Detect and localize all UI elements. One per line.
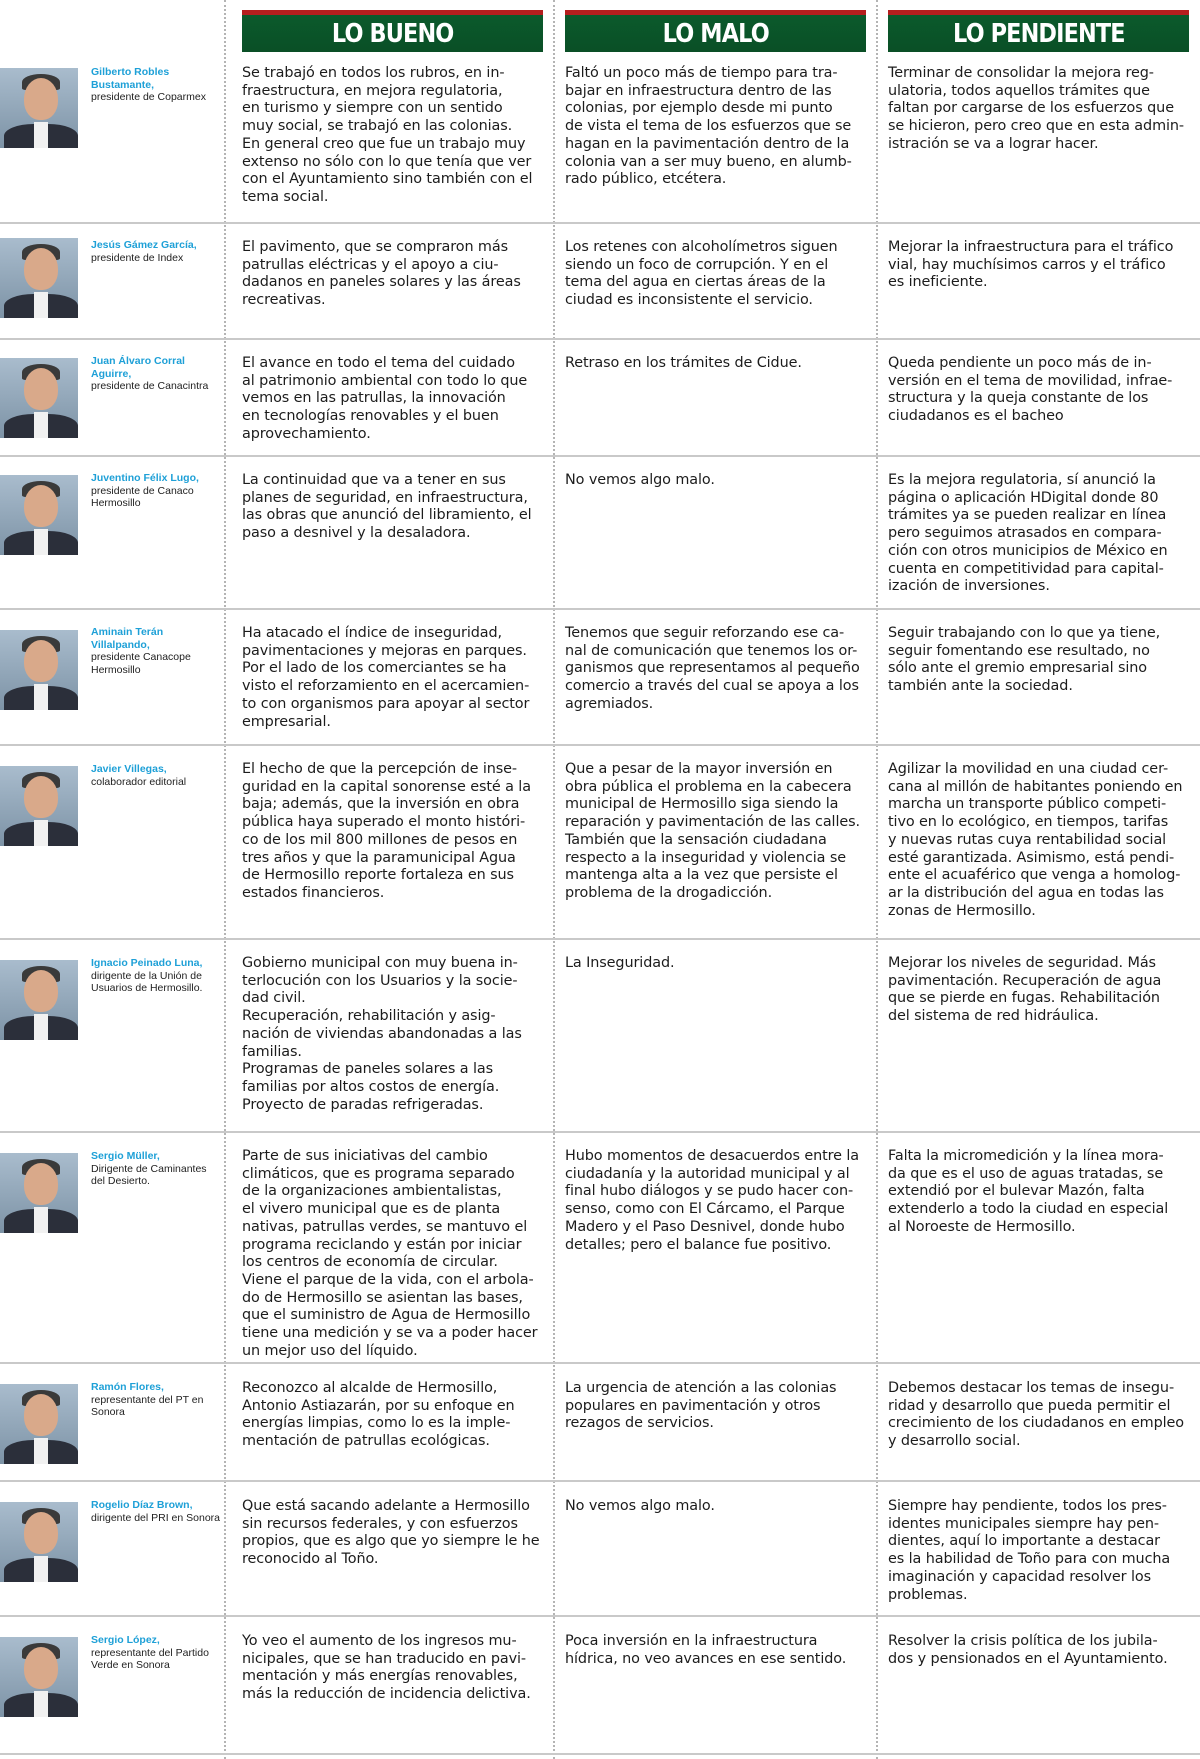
table-row bbox=[0, 1482, 1200, 1617]
pending-text: Queda pendiente un poco más de in- versión en el tema de movilidad, infrae- structura y la queja constante de los ciudadanos es el bacheo bbox=[888, 355, 1173, 425]
bad-text: La urgencia de atención a las colonias populares en pavimentación y otros rezagos de servicios. bbox=[565, 1380, 837, 1432]
bad-text: No vemos algo malo. bbox=[565, 1498, 715, 1514]
person-photo bbox=[0, 630, 78, 710]
person-info bbox=[91, 472, 221, 510]
person-role: colaborador editorial bbox=[91, 775, 187, 788]
bad-text: No vemos algo malo. bbox=[565, 472, 715, 488]
bad-text: Tenemos que seguir reforzando ese ca- nal de comunicación que tenemos los or- ganismos que representamos al pequeño comercio a través del cual se apoya a los agremiados. bbox=[565, 625, 860, 712]
good-text: El pavimento, que se compraron más patrullas eléctricas y el apoyo a ciu- dadanos en paneles solares y las áreas recreativas. bbox=[242, 239, 521, 309]
bad-text: Faltó un poco más de tiempo para tra- bajar en infraestructura dentro de las colonias, por ejemplo desde mi punto de vista el tema de los esfuerzos que se hagan en la pavimentación dentro de la colonia van a ser muy bueno, en alumb- rado público, etcétera. bbox=[565, 65, 852, 188]
person-role: presidente de Canacintra bbox=[91, 380, 209, 392]
header-pending: LO PENDIENTE bbox=[888, 10, 1189, 52]
good-text: La continuidad que va a tener en sus planes de seguridad, en infraestructura, las obras que anunció del libramiento, el paso a desnivel y la desaladora. bbox=[242, 472, 532, 542]
person-photo bbox=[0, 475, 78, 555]
person-photo bbox=[0, 1384, 78, 1464]
table-row bbox=[0, 224, 1200, 340]
pending-text: Agilizar la movilidad en una ciudad cer- cana al millón de habitantes poniendo en marcha un transporte público competi- tivo en lo ecológico, en tiempos, tarifas y nuevas rutas cuya rentabilidad social esté garantizada. Asimismo, está pendi- ente el acuaférico que venga a homolog- ar la distribución del agua en todas las zonas de Hermosillo. bbox=[888, 761, 1183, 919]
person-name: Javier Villegas, bbox=[91, 763, 167, 775]
bad-text: Que a pesar de la mayor inversión en obra pública el problema en la cabecera municipal de Hermosillo siga siendo la reparación y pavimentación de las calles. También que la sensación ciudadana respecto a la inseguridad y violencia se mantenga alta a la vez que persiste el problema de la drogadicción. bbox=[565, 761, 860, 901]
person-name: Jesús Gámez García, bbox=[91, 239, 197, 251]
person-info bbox=[91, 355, 221, 393]
pending-text: Es la mejora regulatoria, sí anunció la página o aplicación HDigital donde 80 trámites ya se pueden realizar en línea pero seguimos atrasados en compara- ción con otros municipios de México en cuenta en competitividad para capital- ización de inversiones. bbox=[888, 472, 1168, 595]
person-role: dirigente de la Unión de Usuarios de Hermosillo. bbox=[91, 969, 203, 994]
person-name: Sergio López, bbox=[91, 1634, 160, 1646]
good-text: Gobierno municipal con muy buena in- terlocución con los Usuarios y la socie- dad civil. Recuperación, rehabilitación y asig- nación de viviendas abandonadas a las familias. Programas de paneles solares a las familias por altos costos de energía. Proyecto de paradas refrigeradas. bbox=[242, 955, 522, 1113]
bad-text: Poca inversión en la infraestructura hídrica, no veo avances en ese sentido. bbox=[565, 1633, 847, 1667]
pending-text: Mejorar los niveles de seguridad. Más pavimentación. Recuperación de agua que se pierde en fugas. Rehabilitación del sistema de red hidráulica. bbox=[888, 955, 1162, 1025]
person-photo bbox=[0, 960, 78, 1040]
person-info bbox=[91, 1634, 221, 1672]
bad-text: Los retenes con alcoholímetros siguen siendo un foco de corrupción. Y en el tema del agua en ciertas áreas de la ciudad es inconsistente el servicio. bbox=[565, 239, 838, 309]
good-text: El hecho de que la percepción de inse- guridad en la capital sonorense esté a la baja; además, que la inversión en obra pública haya superado el monto históri- co de los mil 800 millones de pesos en tres años y que la paramunicipal Agua de Hermosillo reporte fortaleza en sus estados financieros. bbox=[242, 761, 531, 901]
person-role: representante del Partido Verde en Sonora bbox=[91, 1646, 209, 1671]
person-role: dirigente del PRI en Sonora bbox=[91, 1511, 220, 1524]
person-role: presidente de Coparmex bbox=[91, 91, 206, 103]
good-text: Ha atacado el índice de inseguridad, pavimentaciones y mejoras en parques. Por el lado de los comerciantes se ha visto el reforzamiento en el acercamien- to con organismos para apoyar al sector empresarial. bbox=[242, 625, 530, 730]
good-text: Reconozco al alcalde de Hermosillo, Antonio Astiazarán, por su enfoque en energías limpias, como lo es la imple- mentación de patrullas ecológicas. bbox=[242, 1380, 515, 1450]
person-info bbox=[91, 626, 221, 676]
person-role: presidente de Canaco Hermosillo bbox=[91, 484, 194, 509]
person-name: Aminain Terán Villalpando, bbox=[91, 626, 164, 651]
pending-text: Falta la micromedición y la línea mora- da que es el uso de aguas tratadas, se extendió por el bulevar Mazón, falta extenderlo a todo la ciudad en especial al Noroeste de Hermosillo. bbox=[888, 1148, 1169, 1235]
person-name: Juan Álvaro Corral Aguirre, bbox=[91, 355, 185, 380]
bad-text: Hubo momentos de desacuerdos entre la ciudadanía y la autoridad municipal y al final hubo diálogos y se pudo hacer con- senso, como con El Cárcamo, el Parque Madero y el Paso Desnivel, donde hubo detalles; pero el balance fue positivo. bbox=[565, 1148, 859, 1253]
pending-text: Debemos destacar los temas de insegu- ridad y desarrollo que pueda permitir el crecimiento de los ciudadanos en empleo y desarrollo social. bbox=[888, 1380, 1184, 1450]
person-role: presidente de Index bbox=[91, 251, 184, 264]
table-row bbox=[0, 457, 1200, 610]
header-bad: LO MALO bbox=[565, 10, 866, 52]
table-row bbox=[0, 1617, 1200, 1755]
person-photo bbox=[0, 1153, 78, 1233]
person-photo bbox=[0, 358, 78, 438]
person-photo bbox=[0, 238, 78, 318]
person-role: presidente Canacope Hermosillo bbox=[91, 651, 191, 676]
person-info bbox=[91, 239, 221, 264]
table-header bbox=[0, 10, 1200, 52]
good-text: Yo veo el aumento de los ingresos mu- nicipales, que se han traducido en pavi- mentación y más energías renovables, más la reducción de incidencia delictiva. bbox=[242, 1633, 531, 1703]
person-info bbox=[91, 1150, 221, 1188]
good-text: El avance en todo el tema del cuidado al patrimonio ambiental con todo lo que vemos en las patrullas, la innovación en tecnologías renovables y el buen aprovechamiento. bbox=[242, 355, 528, 442]
bad-text: La Inseguridad. bbox=[565, 955, 675, 971]
person-name: Gilberto Robles Bustamante, bbox=[91, 66, 170, 91]
person-photo bbox=[0, 68, 78, 148]
person-info bbox=[91, 1381, 221, 1419]
person-photo bbox=[0, 1502, 78, 1582]
table-row bbox=[0, 52, 1200, 224]
pending-text: Seguir trabajando con lo que ya tiene, seguir fomentando ese resultado, no sólo ante el gremio empresarial sino también ante la sociedad. bbox=[888, 625, 1161, 695]
person-name: Juventino Félix Lugo, bbox=[91, 472, 199, 484]
person-info bbox=[91, 1499, 221, 1524]
table-row bbox=[0, 340, 1200, 457]
person-name: Sergio Müller, bbox=[91, 1150, 160, 1162]
table-row bbox=[0, 746, 1200, 940]
good-text: Se trabajó en todos los rubros, en in- fraestructura, en mejora regulatoria, en turismo y siempre con un sentido muy social, se trabajó en las colonias. En general creo que fue un trabajo muy extenso no sólo con lo que tenía que ver con el Ayuntamiento sino también con el tema social. bbox=[242, 65, 533, 205]
person-photo bbox=[0, 1637, 78, 1717]
table-row bbox=[0, 610, 1200, 746]
pending-text: Terminar de consolidar la mejora reg- ulatoria, todos aquellos trámites que faltan por cargarse de los esfuerzos que se hicieron, pero creo que en esta admin- istración se va a lograr hacer. bbox=[888, 65, 1184, 152]
good-text: Parte de sus iniciativas del cambio climáticos, que es programa separado de la organizaciones ambientalistas, el vivero municipal que es de planta nativas, patrullas verdes, se mantuvo el programa reciclando y están por iniciar los centros de economía de circular. Viene el parque de la vida, con el arbola- do de Hermosillo se asientan las bases, que el suministro de Agua de Hermosillo tiene una medición y se va a poder hacer un mejor uso del líquido. bbox=[242, 1148, 538, 1359]
person-info bbox=[91, 763, 221, 788]
person-role: representante del PT en Sonora bbox=[91, 1393, 204, 1418]
table-row bbox=[0, 940, 1200, 1133]
person-info bbox=[91, 66, 221, 104]
person-role: Dirigente de Caminantes del Desierto. bbox=[91, 1162, 207, 1187]
good-text: Que está sacando adelante a Hermosillo sin recursos federales, y con esfuerzos propios, que es algo que yo siempre le he reconocido al Toño. bbox=[242, 1498, 540, 1568]
person-photo bbox=[0, 766, 78, 846]
table-row bbox=[0, 1364, 1200, 1482]
header-good: LO BUENO bbox=[242, 10, 543, 52]
bad-text: Retraso en los trámites de Cidue. bbox=[565, 355, 802, 371]
person-name: Ramón Flores, bbox=[91, 1381, 164, 1393]
person-name: Rogelio Díaz Brown, bbox=[91, 1499, 193, 1511]
person-name: Ignacio Peinado Luna, bbox=[91, 957, 203, 969]
pending-text: Siempre hay pendiente, todos los pres- identes municipales siempre hay pen- dientes, aquí lo importante a destacar es la habilidad de Toño para con mucha imaginación y capacidad resolver los problemas. bbox=[888, 1498, 1171, 1603]
pending-text: Resolver la crisis política de los jubila- dos y pensionados en el Ayuntamiento. bbox=[888, 1633, 1168, 1667]
pending-text: Mejorar la infraestructura para el tráfico vial, hay muchísimos carros y el tráfico es ineficiente. bbox=[888, 239, 1174, 291]
person-info bbox=[91, 957, 221, 995]
table-row bbox=[0, 1133, 1200, 1364]
